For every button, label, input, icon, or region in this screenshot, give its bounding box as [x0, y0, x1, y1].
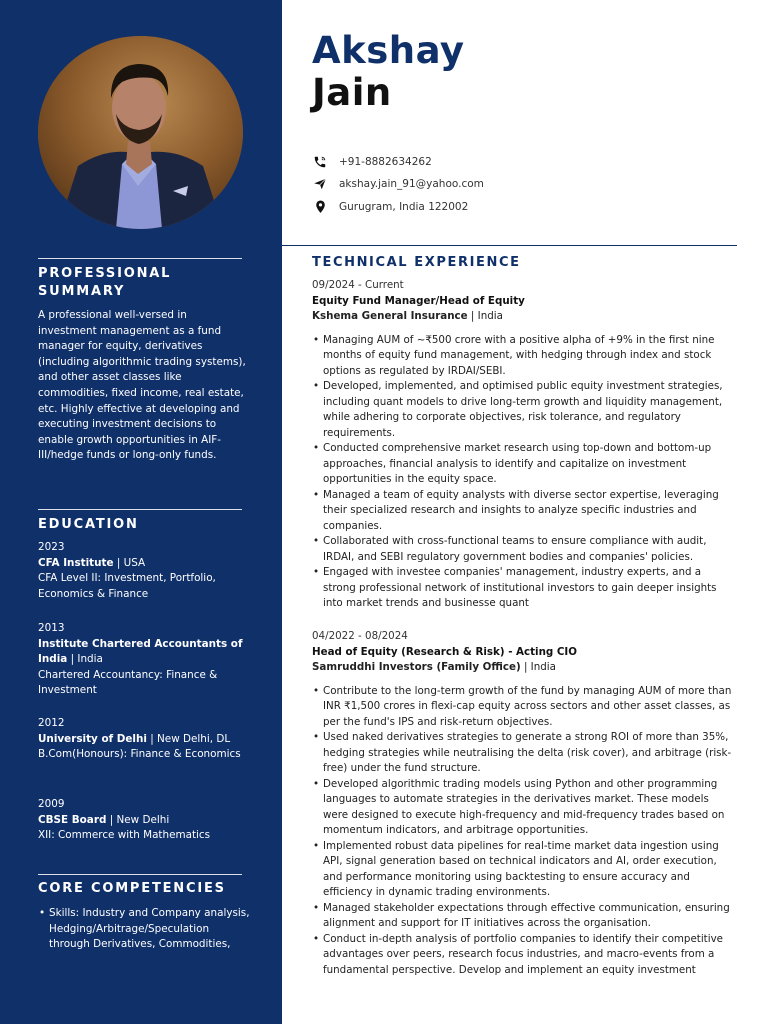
education-entry	[38, 540, 253, 602]
job-dates: 09/2024 - Current	[312, 279, 404, 291]
send-icon	[312, 176, 328, 192]
job-entry	[312, 278, 742, 612]
education-detail: CFA Level II: Investment, Portfolio, Economics & Finance	[38, 572, 216, 600]
education-year: 2013	[38, 622, 65, 634]
job-entry	[312, 629, 742, 978]
education-entry	[38, 716, 253, 763]
education-detail: Chartered Accountancy: Finance & Investment	[38, 668, 218, 697]
competency-item: • Skills: Industry and Company analysis, Hedging/Arbitrage/Speculation through Derivatives, Commodities,	[38, 906, 253, 953]
job-bullets	[312, 333, 737, 612]
competencies-list	[38, 906, 253, 953]
contact-phone	[312, 153, 732, 171]
first-name: Akshay	[312, 29, 465, 72]
education-detail: XII: Commerce with Mathematics	[38, 829, 211, 842]
education-place: | India	[67, 653, 103, 666]
job-title: Head of Equity (Research & Risk) - Acting CIO	[312, 645, 578, 658]
education-place: | New Delhi	[106, 813, 170, 826]
education-year: 2023	[38, 541, 65, 553]
job-bullets	[312, 684, 737, 979]
education-school: Institute Chartered Accountants of India	[38, 637, 243, 666]
education-detail: B.Com(Honours): Finance & Economics	[38, 748, 241, 761]
education-entry	[38, 621, 253, 699]
education-divider	[38, 509, 242, 510]
job-bullet: • Conducted comprehensive market research using top-down and bottom-up approaches, financial analysis to identify and capitalize on investment opportunities in the equity space.	[312, 441, 737, 488]
job-bullet: • Used naked derivatives strategies to generate a strong ROI of more than 35%, hedging strategies while neutralising the delta (risk cover), and arbitrage (risk-free) under the fund structure.	[312, 730, 737, 777]
job-bullet: • Managed a team of equity analysts with diverse sector expertise, leveraging their specialized research and insights to analyze specific industries and companies.	[312, 488, 737, 535]
profile-photo	[38, 36, 243, 229]
header-divider	[282, 245, 737, 246]
job-bullet: • Collaborated with cross-functional teams to ensure compliance with audit, IRDAI, and SEBI regulatory government bodies and companies' policies.	[312, 534, 737, 565]
job-bullet: • Engaged with investee companies' management, industry experts, and a strong professional network of institutional investors to gain deeper insights into market trends and businesse quant	[312, 565, 737, 612]
contact-location	[312, 198, 732, 216]
summary-text: A professional well-versed in investment management as a fund manager for equity, derivatives (including algorithmic trading systems), and other asset classes like commodities, fixed income, real estate, etc. Highly effective at developing and executing investment decisions to enable growth opportunities in AIF-III/hedge funds or long-only funds.	[38, 309, 246, 462]
education-heading: EDUCATION	[38, 517, 139, 532]
job-bullet: • Managing AUM of ~₹500 crore with a positive alpha of +9% in the first nine months of equity fund management, with hedging through index and stock options as regulated by IRDAI/SEBI.	[312, 333, 737, 380]
education-year: 2012	[38, 717, 65, 729]
job-bullet: • Conduct in-depth analysis of portfolio companies to identify their competitive advantages over peers, research focus industries, and macro-events from a fundamental perspective. Develop and implement an equity investment	[312, 932, 737, 979]
email-text[interactable]: akshay.jain_91@yahoo.com	[339, 178, 484, 190]
contact-email	[312, 175, 732, 193]
job-location: | India	[467, 310, 503, 322]
phone-text[interactable]: +91-8882634262	[339, 156, 432, 168]
education-place: | New Delhi, DL	[146, 732, 231, 745]
location-text: Gurugram, India 122002	[339, 201, 469, 213]
experience-heading: TECHNICAL EXPERIENCE	[312, 255, 521, 270]
job-bullet: • Developed algorithmic trading models using Python and other programming languages to automate strategies in the derivatives market. These models were designed to execute high-frequency and mid-frequency trades based on momentum indicators, and arbitrage opportunities.	[312, 777, 737, 839]
location-pin-icon	[312, 199, 328, 215]
education-place: | USA	[113, 556, 146, 569]
job-location: | India	[520, 661, 556, 673]
education-school: CBSE Board	[38, 813, 107, 826]
sidebar	[0, 0, 282, 1024]
education-school: CFA Institute	[38, 556, 114, 569]
competencies-divider	[38, 874, 242, 875]
job-dates: 04/2022 - 08/2024	[312, 630, 408, 642]
job-bullet: • Contribute to the long-term growth of the fund by managing AUM of more than INR ₹1,500 crores in flexi-cap equity across sectors and other asset classes, as per the fund's IPS and risk-return objectives.	[312, 684, 737, 731]
job-bullet: • Managed stakeholder expectations through effective communication, ensuring alignment and support for IT initiatives across the organisation.	[312, 901, 737, 932]
job-bullet: • Developed, implemented, and optimised public equity investment strategies, including quant models to drive long-term growth and liquidity management, while adhering to corporate objectives, risk tolerance, and regulatory requirements.	[312, 379, 737, 441]
job-title: Equity Fund Manager/Head of Equity	[312, 294, 525, 307]
last-name: Jain	[312, 71, 392, 114]
job-bullet: • Implemented robust data pipelines for real-time market data ingestion using API, signal generation based on technical indicators and AI, order execution, and performance monitoring using backtesting to ensure accuracy and efficiency in dynamic trading environments.	[312, 839, 737, 901]
summary-heading: PROFESSIONAL SUMMARY	[38, 266, 172, 299]
phone-icon	[312, 154, 328, 170]
job-company: Kshema General Insurance	[312, 310, 468, 322]
summary-divider	[38, 258, 242, 259]
competencies-heading: CORE COMPETENCIES	[38, 881, 226, 896]
job-company: Samruddhi Investors (Family Office)	[312, 661, 521, 673]
education-school: University of Delhi	[38, 732, 147, 745]
education-year: 2009	[38, 798, 65, 810]
education-entry	[38, 797, 253, 844]
